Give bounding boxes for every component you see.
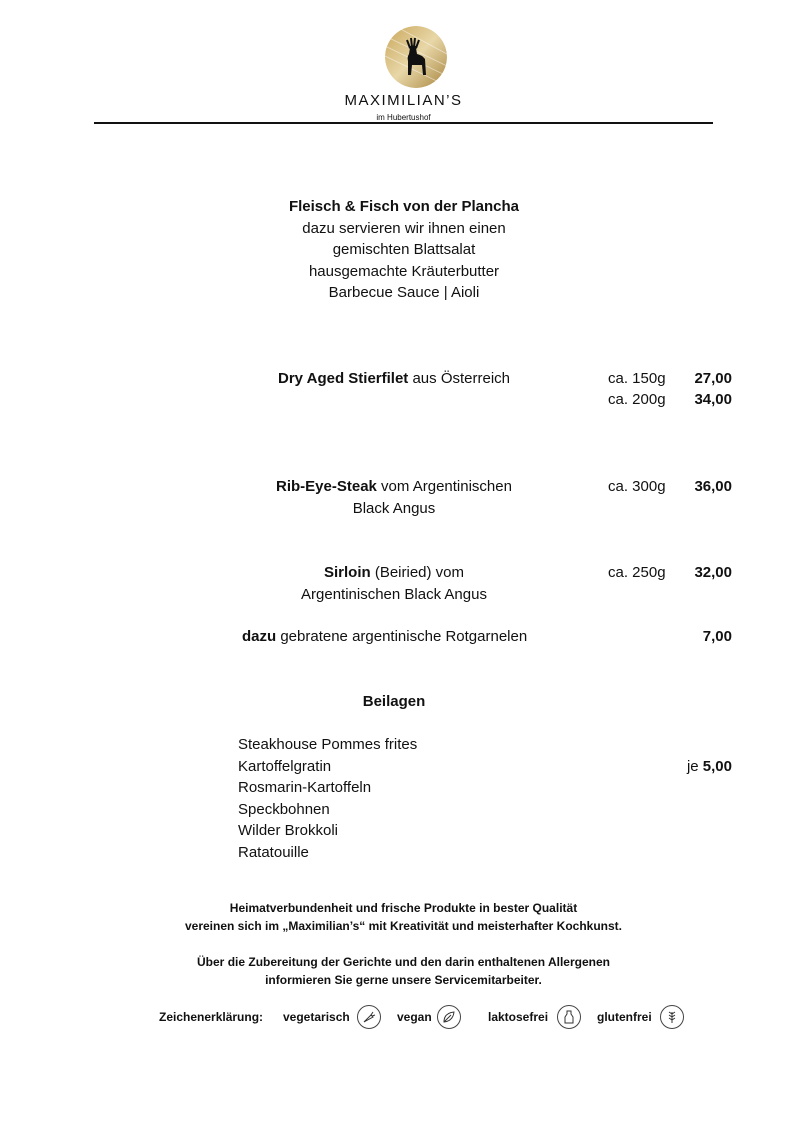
leaf-icon: [437, 1005, 461, 1029]
item-name-line2: Black Angus: [352, 499, 436, 517]
intro-line: hausgemachte Kräuterbutter: [308, 262, 500, 280]
legend-gluten-free-label: glutenfrei: [597, 1010, 652, 1024]
item-price: 27,00: [694, 370, 732, 387]
item-weight: ca. 300g: [608, 478, 666, 495]
item-weight: ca. 200g: [608, 391, 666, 408]
sides-list: [238, 734, 417, 863]
item-name-rest: aus Österreich: [408, 370, 511, 387]
side-item: Ratatouille: [238, 843, 309, 861]
intro-line: Barbecue Sauce | Aioli: [328, 284, 480, 301]
addon-rest: gebratene argentinische Rotgarnelen: [276, 628, 528, 645]
header-divider: [94, 122, 713, 124]
addon-price: 7,00: [702, 628, 732, 645]
intro-block: [244, 196, 564, 304]
legend-vegetarian-label: vegetarisch: [283, 1010, 350, 1024]
side-item: Rosmarin-Kartoffeln: [238, 779, 372, 796]
legend-label: Zeichenerklärung:: [159, 1010, 264, 1024]
item-weight: ca. 250g: [608, 564, 666, 581]
brand-subtitle: im Hubertushof: [376, 113, 431, 122]
footer-line: Heimatverbundenheit und frische Produkte in bester Qualität: [229, 901, 578, 915]
legend-lactose-free-label: laktosefrei: [488, 1010, 549, 1024]
footer-line: vereinen sich im „Maximilian’s“ mit Kreativität und meisterhafter Kochkunst.: [184, 919, 622, 933]
sides-price-prefix: je: [686, 758, 703, 775]
side-item: Speckbohnen: [238, 800, 330, 818]
item-price: 36,00: [694, 478, 732, 495]
deer-logo-icon: [385, 26, 447, 88]
addon-item: [242, 626, 527, 648]
wheat-icon: [660, 1005, 684, 1029]
item-price: 34,00: [694, 391, 732, 408]
footer-block-2: [100, 953, 707, 989]
sides-price-value: 5,00: [702, 758, 732, 775]
side-item: Wilder Brokkoli: [238, 822, 339, 839]
item-name-rest: vom Argentinischen: [376, 478, 512, 495]
intro-title: Fleisch & Fisch von der Plancha: [288, 198, 520, 215]
legend-vegan-label: vegan: [397, 1010, 432, 1024]
brand-name: MAXIMILIAN’S: [344, 92, 463, 109]
milk-bottle-icon: [557, 1005, 581, 1029]
sides-title: Beilagen: [362, 693, 426, 710]
footer-block-1: [100, 899, 707, 935]
item-price: 32,00: [694, 564, 732, 581]
side-item: Steakhouse Pommes frites: [238, 736, 418, 753]
item-name-bold: Rib-Eye-Steak: [276, 478, 377, 495]
menu-item-dry-aged-stierfilet: [244, 368, 544, 390]
intro-line: gemischten Blattsalat: [332, 241, 476, 258]
item-name-bold: Dry Aged Stierfilet: [277, 370, 409, 387]
addon-bold: dazu: [242, 628, 277, 645]
carrot-icon: [357, 1005, 381, 1029]
item-name-bold: Sirloin: [323, 564, 371, 581]
sides-price: [632, 756, 732, 778]
menu-item-sirloin: [244, 562, 544, 605]
footer-line: informieren Sie gerne unsere Servicemitarbeiter.: [265, 973, 542, 987]
item-name-rest: (Beiried) vom: [370, 564, 465, 581]
item-name-line2: Argentinischen Black Angus: [301, 585, 487, 603]
footer-line: Über die Zubereitung der Gerichte und den darin enthaltenen Allergenen: [197, 955, 610, 969]
menu-item-rib-eye-steak: [244, 476, 544, 519]
item-weight: ca. 150g: [608, 370, 666, 387]
side-item: Kartoffelgratin: [238, 757, 332, 775]
intro-line: dazu servieren wir ihnen einen: [302, 219, 506, 237]
